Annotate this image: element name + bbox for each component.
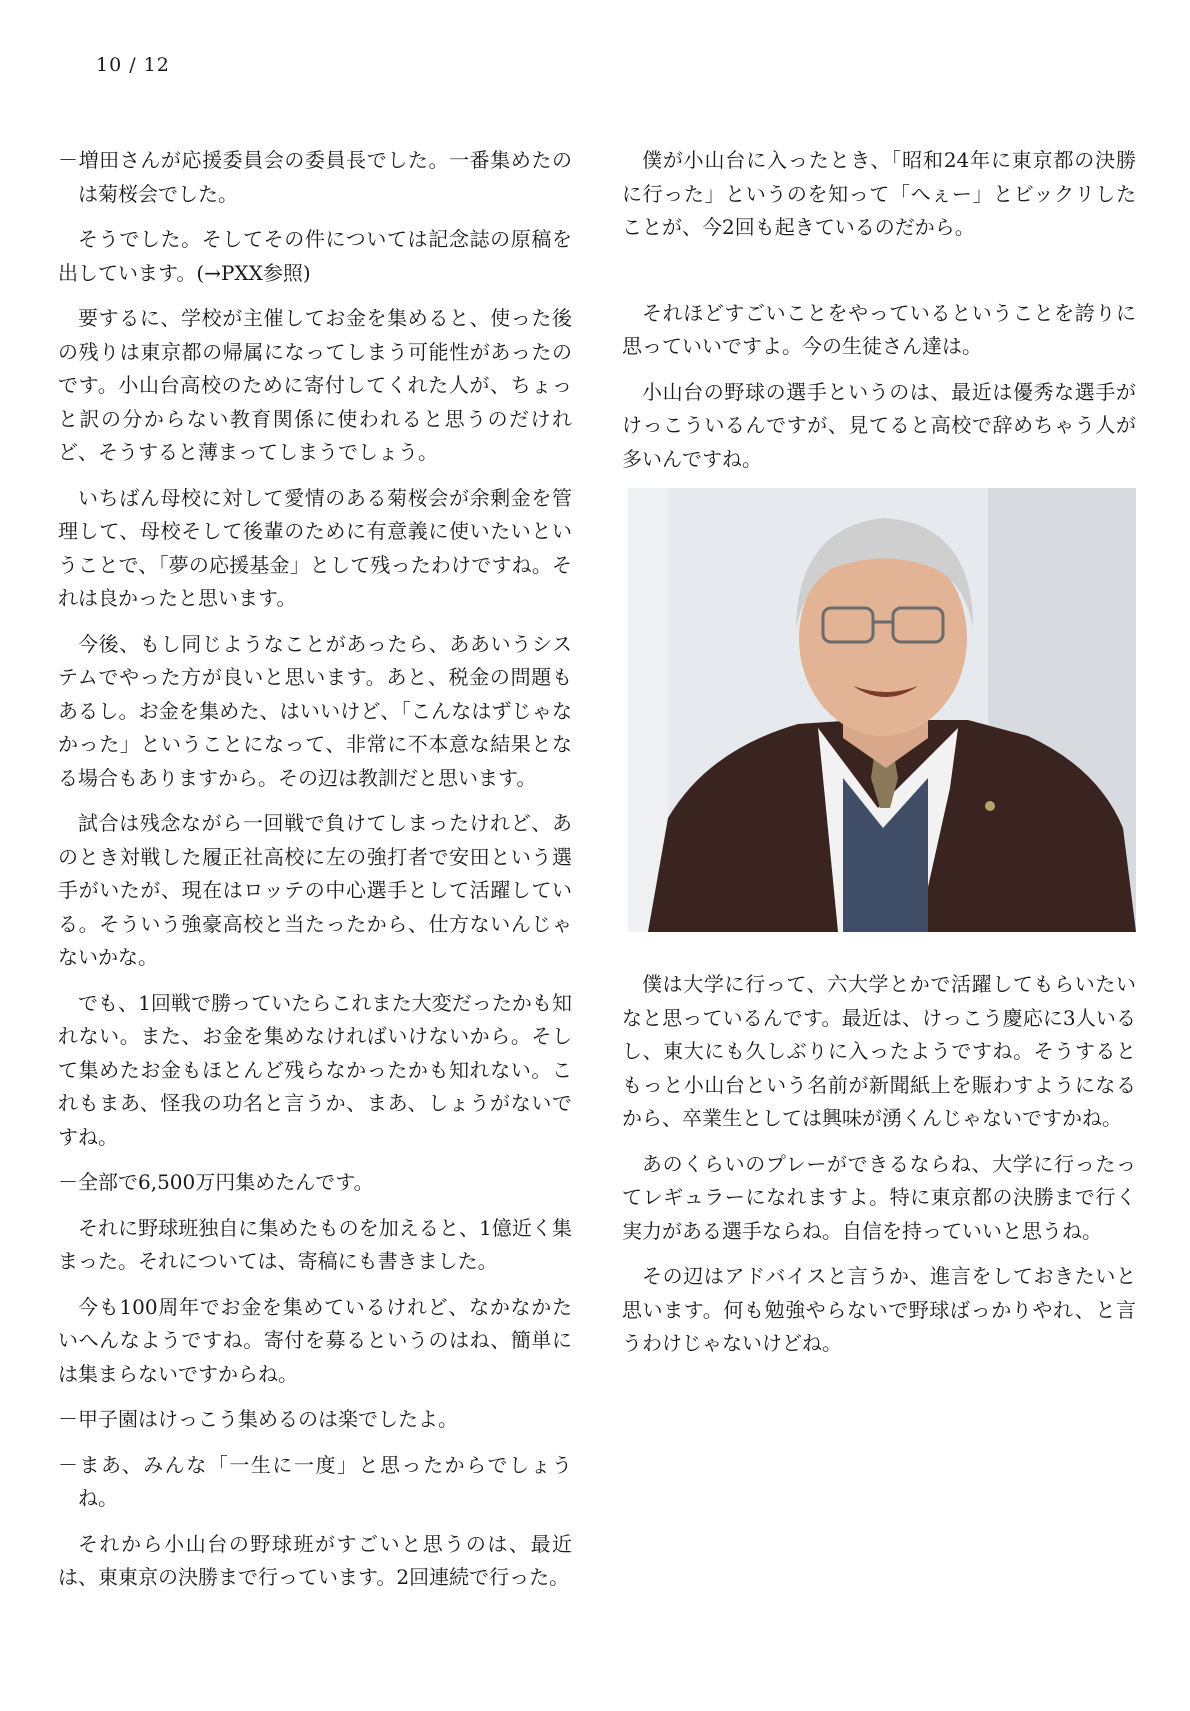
- interview-answer: 今後、もし同じようなことがあったら、ああいうシステムでやった方が良いと思います。あと、税金の問題もあるし。お金を集めた、はいいけど、「こんなはずじゃなかった」ということになって、非常に不本意な結果となる場合もありますから。その辺は教訓だと思います。: [58, 631, 572, 790]
- interview-answer: 小山台の野球の選手というのは、最近は優秀な選手がけっこういるんですが、見てると高校で辞めちゃう人が多いんですね。: [622, 379, 1136, 471]
- interview-answer: 僕が小山台に入ったとき、「昭和24年に東京都の決勝に行った」というのを知って「へぇー」とビックリしたことが、今2回も起きているのだから。: [622, 148, 1136, 239]
- interview-answer: それほどすごいことをやっているということを誇りに思っていいですよ。今の生徒さん達は。: [622, 300, 1136, 358]
- interviewee-photo: [628, 488, 1136, 932]
- interview-question: －甲子園はけっこう集めるのは楽でしたよ。: [58, 1407, 458, 1431]
- interview-answer: 今も100周年でお金を集めているけれど、なかなかたいへんなようですね。寄付を募るというのはね、簡単には集まらないですからね。: [58, 1294, 572, 1386]
- interview-question: －増田さんが応援委員会の委員長でした。一番集めたのは菊桜会でした。: [58, 148, 572, 206]
- interview-answer: 僕は大学に行って、六大学とかで活躍してもらいたいなと思っているんです。最近は、けっこう慶応に3人いるし、東大にも久しぶりに入ったようですね。そうするともっと小山台という名前が新聞紙上を賑わすようになるから、卒業生としては興味が湧くんじゃないですかね。: [622, 972, 1136, 1130]
- interview-answer: いちばん母校に対して愛情のある菊桜会が余剰金を管理して、母校そして後輩のために有意義に使いたいということで、「夢の応援基金」として残ったわけですね。それは良かったと思います。: [58, 485, 572, 610]
- interview-answer: あのくらいのプレーができるならね、大学に行ったってレギュラーになれますよ。特に東京都の決勝まで行く実力がある選手ならね。自信を持っていいと思うね。: [622, 1151, 1136, 1243]
- interview-answer: それに野球班独自に集めたものを加えると、1億近く集まった。それについては、寄稿にも書きました。: [58, 1215, 572, 1273]
- portrait-illustration: [628, 488, 1136, 932]
- interview-answer: そうでした。そしてその件については記念誌の原稿を出しています。(→PXX参照): [58, 227, 572, 285]
- left-column: [58, 144, 572, 1607]
- interview-question: －まあ、みんな「一生に一度」と思ったからでしょうね。: [58, 1452, 572, 1510]
- interview-answer: それから小山台の野球班がすごいと思うのは、最近は、東東京の決勝まで行っています。2回連続で行った。: [58, 1531, 572, 1589]
- interview-answer: でも、1回戦で勝っていたらこれまた大変だったかも知れない。また、お金を集めなければいけないから。そして集めたお金もほとんど残らなかったかも知れない。これもまあ、怪我の功名と言うか、まあ、しょうがないですね。: [58, 990, 572, 1149]
- interview-answer: その辺はアドバイスと言うか、進言をしておきたいと思います。何も勉強やらないで野球ばっかりやれ、と言うわけじゃないけどね。: [622, 1264, 1136, 1355]
- interview-answer: 試合は残念ながら一回戦で負けてしまったけれど、あのとき対戦した履正社高校に左の強打者で安田という選手がいたが、現在はロッテの中心選手として活躍している。そういう強豪高校と当たったから、仕方ないんじゃないかな。: [58, 811, 572, 969]
- page-number: 10 / 12: [96, 54, 170, 76]
- interview-question: －全部で6,500万円集めたんです。: [58, 1170, 374, 1194]
- right-column: [622, 144, 1136, 1373]
- interview-answer: 要するに、学校が主催してお金を集めると、使った後の残りは東京都の帰属になってしまう可能性があったのです。小山台高校のために寄付してくれた人が、ちょっと訳の分からない教育関係に使われると思うのだけれど、そうすると薄まってしまうでしょう。: [58, 306, 572, 464]
